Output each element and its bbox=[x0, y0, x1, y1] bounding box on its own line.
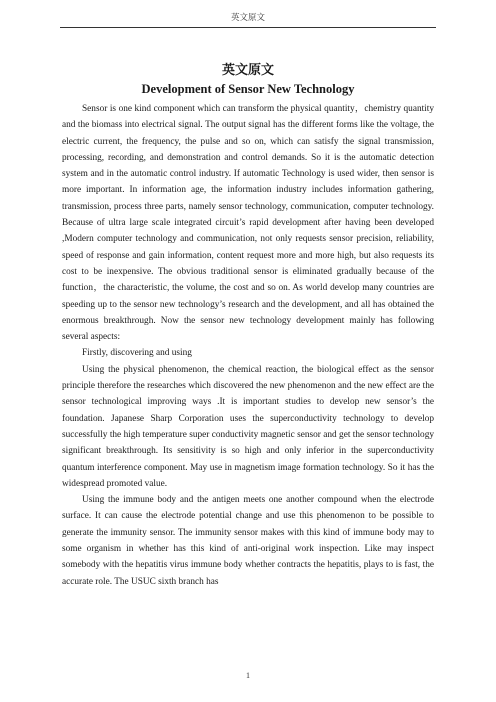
paragraph-immunity-sensor: Using the immune body and the antigen meets one another compound when the electrode surface. It can cause the electrode potential change and use this phenomenon to be possible to generate the immunity sensor. The immunity sensor makes with this kind of immune body may to some organism in whether has this kind of anti-original work inspection. Like may inspect somebody with the hepatitis virus immune body whether contracts the hepatitis, plays to is fast, the accurate role. The USUC sixth branch has bbox=[62, 495, 434, 587]
paragraph-intro: Sensor is one kind component which can transform the physical quantity，chemistry quantity and the biomass into electrical signal. The output signal has the different forms like the voltage, the electric current, the frequency, the pulse and so on, which can satisfy the signal transmission, processing, recording, and demonstration and control demands. So it is the automatic detection system and in the automatic control industry. If automatic Technology is used wider, then sensor is more important. In information age, the information industry includes information gathering, transmission, process three parts, namely sensor technology, communication, computer technology. Because of ultra large scale integrated circuit’s rapid development after having been developed ,Modern computer technology and communication, not only requests sensor precision, reliability, speed of response and gain information, content request more and more high, but also requests its cost to be inexpensive. The obvious traditional sensor is eliminated gradually because of the function，the characteristic, the volume, the cost and so on. As world develop many countries are speeding up to the sensor new technology’s research and the development, and all has obtained the enormous breakthrough. Now the sensor new technology development mainly has following several aspects: bbox=[62, 104, 434, 343]
page-number: 1 bbox=[246, 671, 250, 680]
document-body bbox=[62, 62, 434, 590]
document-subtitle: Development of Sensor New Technology bbox=[141, 82, 355, 96]
paragraph-section-heading: Firstly, discovering and using bbox=[82, 348, 192, 359]
page-header bbox=[60, 0, 436, 28]
paragraph-superconductivity: Using the physical phenomenon, the chemical reaction, the biological effect as the sensor principle therefore the researches which discovered the new phenomenon and the new effect are the sensor technological improving ways .It is important studies to develop new sensor’s the foundation. Japanese Sharp Corporation uses the superconductivity technology to develop successfully the high temperature super conductivity magnetic sensor and get the sensor technology significant breakthrough. Its sensitivity is so high and only inferior in the superconductivity quantum interference component. May use in magnetism image formation technology. So it has the widespread promoted value. bbox=[62, 364, 434, 489]
header-text: 英文原文 bbox=[230, 12, 265, 22]
document-title: 英文原文 bbox=[221, 62, 274, 77]
